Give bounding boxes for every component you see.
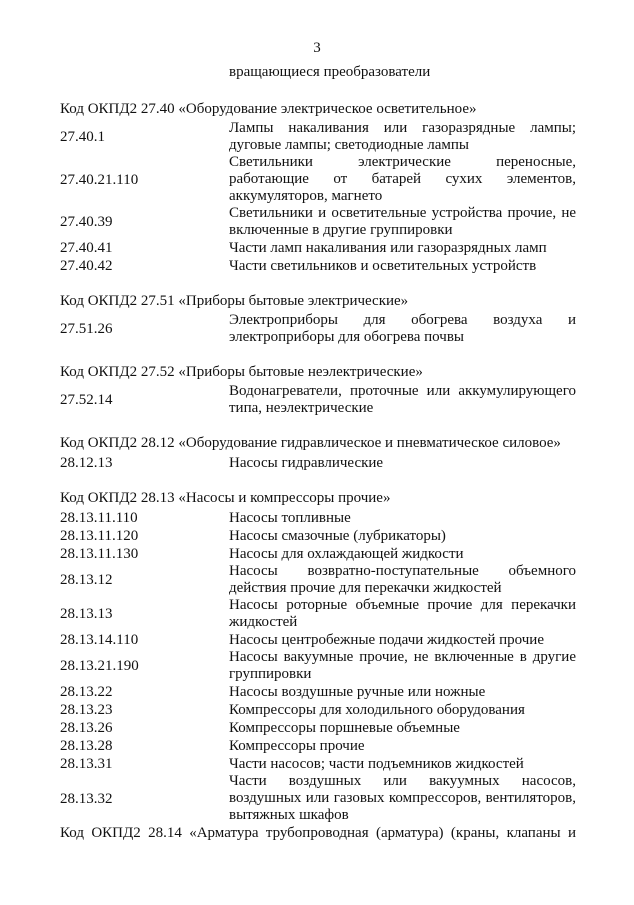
code-row [60,631,576,649]
okpd-code: 27.40.21.110 [60,171,139,188]
section-heading: Код ОКПД2 27.52 «Приборы бытовые неэлектрические» [60,364,423,380]
section-heading: Код ОКПД2 28.12 «Оборудование гидравлическое и пневматическое силовое» [60,435,561,451]
okpd-section [60,363,576,417]
okpd-code: 28.13.22 [60,684,113,700]
section-heading-28-14: Код ОКПД2 28.14 «Арматура трубопроводная (арматура) (краны, клапаны и [60,825,576,841]
code-row [60,649,576,683]
okpd-description: Насосы воздушные ручные или ножные [229,683,486,700]
code-row [60,509,576,527]
code-row [60,120,576,154]
okpd-code: 27.40.42 [60,258,113,274]
okpd-description: Части воздушных или вакуумных насосов, воздушных или газовых компрессоров, вентиляторов, вытяжных шкафов [229,773,576,823]
code-row [60,205,576,239]
code-row [60,454,576,472]
okpd-description: Насосы топливные [229,509,351,526]
okpd-description: Лампы накаливания или газоразрядные лампы; дуговые лампы; светодиодные лампы [229,120,576,153]
section-heading: Код ОКПД2 27.51 «Приборы бытовые электрические» [60,293,409,309]
okpd-code: 28.13.26 [60,720,113,736]
okpd-section [60,100,576,275]
okpd-code: 28.13.12 [60,572,113,588]
okpd-description: Электроприборы для обогрева воздуха и электроприборы для обогрева почвы [229,312,576,345]
code-row [60,773,576,824]
okpd-code: 27.40.1 [60,129,105,145]
okpd-description: Насосы вакуумные прочие, не включенные в другие группировки [229,649,576,682]
code-row [60,527,576,545]
okpd-section [60,489,576,824]
page-number: 3 [313,40,321,56]
okpd-section [60,434,576,472]
okpd-description: Водонагреватели, проточные или аккумулирующего типа, неэлектрические [229,383,576,416]
okpd-description: Насосы смазочные (лубрикаторы) [229,527,446,544]
okpd-code: 27.40.41 [60,240,113,256]
section-heading: Код ОКПД2 28.13 «Насосы и компрессоры прочие» [60,490,391,506]
okpd-code: 28.12.13 [60,455,113,471]
okpd-code: 28.13.28 [60,738,113,754]
okpd-code: 28.13.11.120 [60,528,139,544]
okpd-code: 28.13.11.130 [60,546,139,562]
okpd-description: Светильники электрические переносные, работающие от батарей сухих элементов, аккумуляторов, магнето [229,154,576,204]
code-row [60,239,576,257]
classification-list [60,100,576,841]
code-row [60,719,576,737]
okpd-code: 28.13.31 [60,756,113,772]
okpd-code: 28.13.11.110 [60,510,138,526]
okpd-description: Насосы для охлаждающей жидкости [229,545,464,562]
okpd-code: 28.13.14.110 [60,632,139,648]
continued-text-line: вращающиеся преобразователи [229,64,431,80]
okpd-description: Светильники и осветительные устройства прочие, не включенные в другие группировки [229,205,576,238]
okpd-description: Насосы возвратно-поступательные объемного действия прочие для перекачки жидкостей [229,563,576,596]
code-row [60,545,576,563]
okpd-code: 28.13.21.190 [60,658,139,674]
okpd-description: Части светильников и осветительных устройств [229,257,537,274]
okpd-section [60,292,576,346]
code-row [60,597,576,631]
code-row [60,154,576,205]
code-row [60,737,576,755]
code-row [60,701,576,719]
okpd-description: Части ламп накаливания или газоразрядных ламп [229,239,547,256]
okpd-description: Насосы центробежные подачи жидкостей прочие [229,631,544,648]
okpd-description: Насосы гидравлические [229,454,384,471]
okpd-description: Компрессоры для холодильного оборудования [229,701,525,718]
code-row [60,312,576,346]
okpd-code: 27.52.14 [60,392,113,408]
code-row [60,683,576,701]
okpd-description: Компрессоры поршневые объемные [229,719,460,736]
code-row [60,257,576,275]
okpd-description: Части насосов; части подъемников жидкостей [229,755,524,772]
okpd-code: 28.13.32 [60,790,113,807]
code-row [60,755,576,773]
okpd-code: 28.13.13 [60,606,113,622]
code-row [60,383,576,417]
okpd-description: Компрессоры прочие [229,737,365,754]
okpd-code: 27.51.26 [60,321,113,337]
section-heading: Код ОКПД2 27.40 «Оборудование электрическое осветительное» [60,101,477,117]
okpd-code: 28.13.23 [60,702,113,718]
okpd-description: Насосы роторные объемные прочие для перекачки жидкостей [229,597,576,630]
okpd-code: 27.40.39 [60,214,113,230]
code-row [60,563,576,597]
